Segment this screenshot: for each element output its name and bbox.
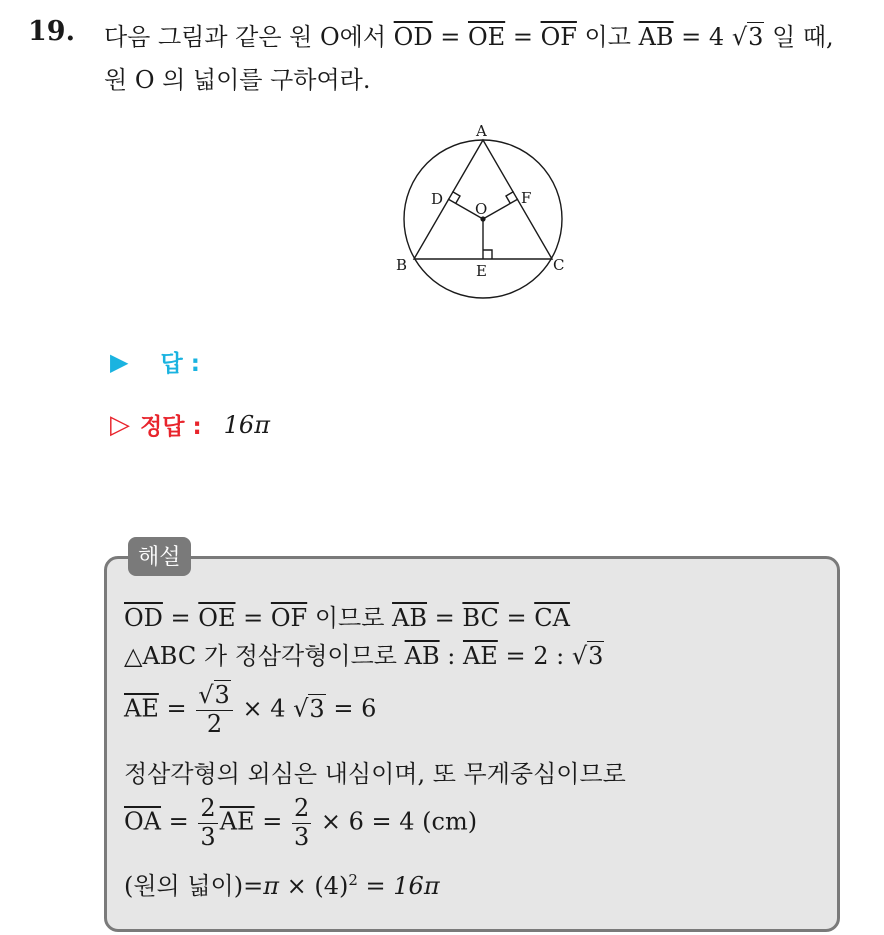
sqrt-3: √3: [731, 23, 764, 51]
play-marker-icon: ▶: [110, 347, 129, 376]
explanation-tab: 해설: [128, 537, 191, 576]
label-o: O: [475, 200, 488, 218]
explanation-line3: $\overline{AE}$ = $\frac{√3}{2}$ × 4 √3 = 6: [124, 681, 377, 738]
label-c: C: [553, 256, 565, 274]
segment-oe: $\overline{OE}$: [467, 23, 506, 51]
correct-answer-row: [110, 408, 270, 441]
explanation-line1: $\overline{OD} = \overline{OE} = \overline{OF}$ 이므로 $\overline{AB} = \overline{BC} = \overline{CA}$: [124, 604, 570, 632]
question-text-line2: 원 O 의 넓이를 구하여라.: [104, 66, 371, 94]
correct-answer-value: 16π: [223, 410, 270, 439]
answer-label: 답 :: [160, 351, 200, 377]
circle-triangle-diagram: [388, 122, 578, 307]
label-f: F: [521, 189, 532, 207]
explanation-line4: 정삼각형의 외심은 내심이며, 또 무게중심이므로: [124, 760, 626, 788]
segment-od: $\overline{OD}$: [393, 23, 433, 51]
explanation-line5: $\overline{OA}$ = $\frac{2}{3}$ $\overline{AE}$ = $\frac{2}{3}$ × 6 = 4 (cm): [124, 794, 478, 851]
segment-ab: $\overline{AB}$: [638, 23, 674, 51]
label-a: A: [476, 122, 487, 140]
answer-row: [110, 345, 222, 378]
label-e: E: [476, 262, 487, 280]
question-number: 19.: [28, 16, 75, 47]
correct-answer-label: 정답 :: [140, 414, 202, 440]
explanation-line6: (원의 넓이)$=\pi \times (4)^2 = 16\pi$: [124, 871, 440, 900]
segment-of: $\overline{OF}$: [540, 23, 577, 51]
right-angle-e: [483, 250, 492, 259]
outline-play-marker-icon: ▷: [110, 409, 130, 440]
label-d: D: [431, 190, 444, 208]
explanation-line2: △ABC 가 정삼각형이므로 $\overline{AB}$ : $\overline{AE} = 2$ : √3: [124, 642, 604, 670]
label-b: B: [396, 256, 408, 274]
question-text-line1: 다음 그림과 같은 원 O에서 $\overline{OD} = \overline{OE} = \overline{OF}$ 이고 $\overline{AB} = 4$ √3 일 때,: [104, 23, 834, 51]
segment-of-line: [483, 199, 518, 219]
